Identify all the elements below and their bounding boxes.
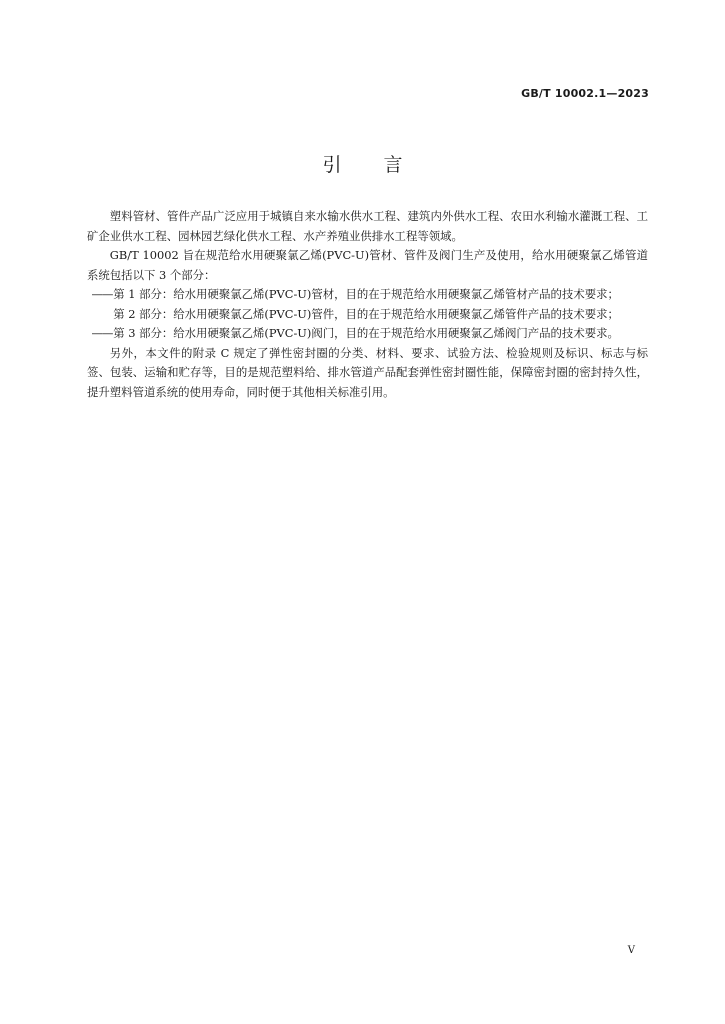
list-item-part-1 bbox=[87, 285, 648, 305]
list-dash: —— bbox=[91, 326, 113, 340]
list-item-text: 第 1 部分：给水用硬聚氯乙烯(PVC-U)管材，目的在于规范给水用硬聚氯乙烯管材产品的技术要求； bbox=[113, 287, 619, 301]
list-item-text: 第 3 部分：给水用硬聚氯乙烯(PVC-U)阀门，目的在于规范给水用硬聚氯乙烯阀门产品的技术要求。 bbox=[113, 326, 619, 340]
intro-paragraph-scope: 塑料管材、管件产品广泛应用于城镇自来水输水供水工程、建筑内外供水工程、农田水利输水灌溉工程、工矿企业供水工程、园林园艺绿化供水工程、水产养殖业供排水工程等领域。 bbox=[87, 209, 648, 243]
list-dash: —— bbox=[91, 287, 113, 301]
list-item-text: 第 2 部分：给水用硬聚氯乙烯(PVC-U)管件，目的在于规范给水用硬聚氯乙烯管件产品的技术要求； bbox=[113, 306, 619, 321]
intro-paragraph-structure: GB/T 10002 旨在规范给水用硬聚氯乙烯(PVC-U)管材、管件及阀门生产及使用，给水用硬聚氯乙烯管道系统包括以下 3 个部分： bbox=[87, 248, 648, 282]
intro-paragraph-annex: 另外，本文件的附录 C 规定了弹性密封圈的分类、材料、要求、试验方法、检验规则及标识、标志与标签、包装、运输和贮存等，目的是规范塑料给、排水管道产品配套弹性密封圈性能，保障密封圈的密封持久性，提升塑料管道系统的使用寿命，同时便于其他相关标准引用。 bbox=[87, 345, 648, 399]
page-title: 引言 bbox=[322, 154, 445, 176]
document-body bbox=[87, 207, 648, 402]
standard-number: GB/T 10002.1—2023 bbox=[521, 87, 649, 100]
list-item-part-3 bbox=[87, 324, 648, 344]
list-item-part-2 bbox=[87, 305, 648, 325]
page-number: V bbox=[627, 945, 635, 956]
